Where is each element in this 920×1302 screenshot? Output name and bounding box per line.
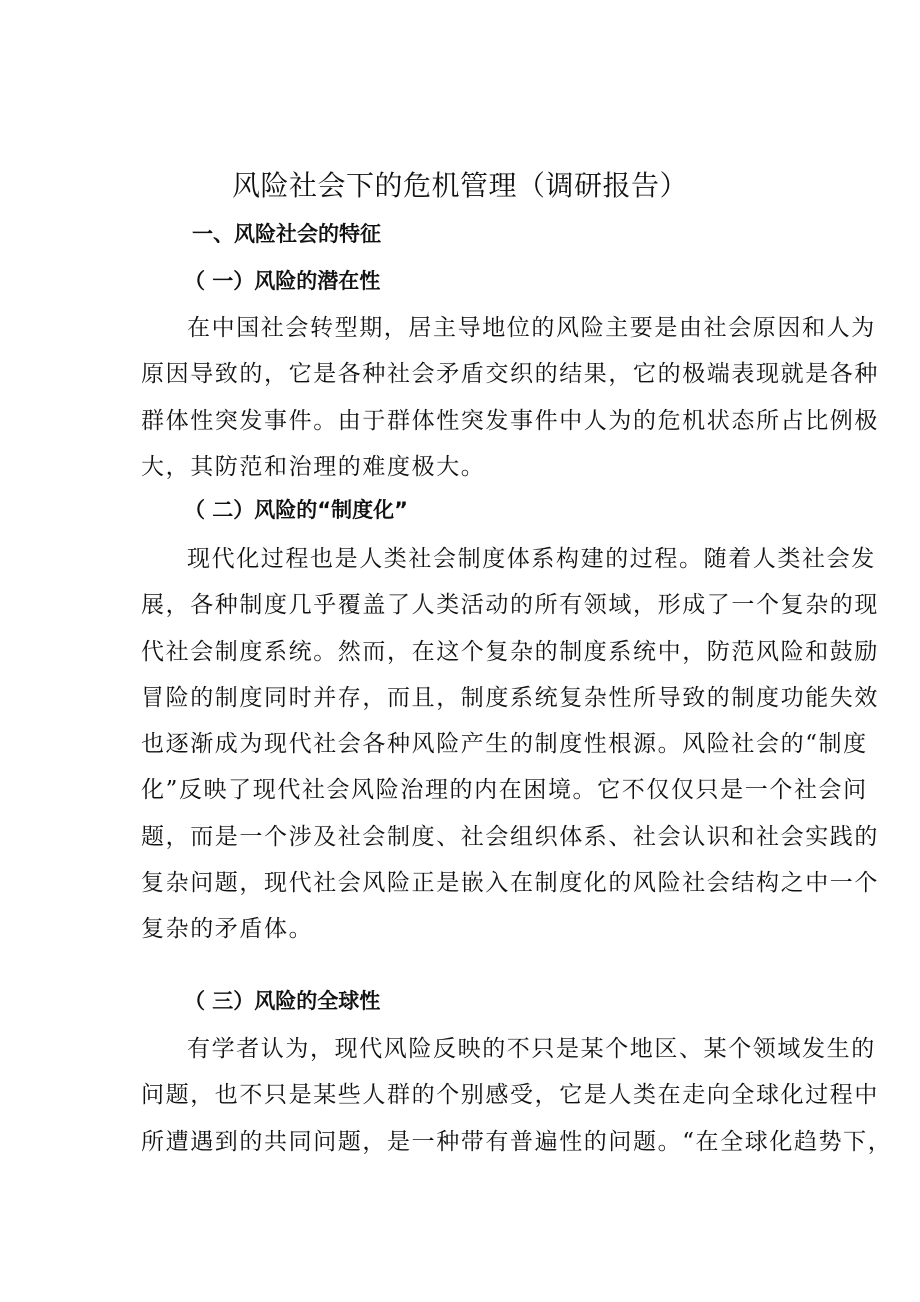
paragraph-line: 群体性突发事件。由于群体性突发事件中人为的危机状态所占比例极 <box>141 407 879 434</box>
paragraph-line: 冒险的制度同时并存，而且，制度系统复杂性所导致的制度功能失效 <box>141 684 879 711</box>
paragraph-line: 原因导致的，它是各种社会矛盾交织的结果，它的极端表现就是各种 <box>141 361 879 388</box>
paragraph-line: 复杂的矛盾体。 <box>141 916 314 943</box>
document-title: 风险社会下的危机管理（调研报告） <box>231 169 688 202</box>
paragraph-line: 代社会制度系统。然而，在这个复杂的制度系统中，防范风险和鼓励 <box>141 638 879 665</box>
paragraph-3 <box>141 1026 893 1165</box>
paragraph-line: 现代化过程也是人类社会制度体系构建的过程。随着人类社会发 <box>187 546 876 572</box>
paragraph-line: 问题，也不只是某些人群的个别感受，它是人类在走向全球化过程中 <box>141 1082 879 1109</box>
paragraph-line: 化”反映了现代社会风险治理的内在困境。它不仅仅只是一个社会问 <box>141 777 868 804</box>
subsection-heading-1: （ 一）风险的潜在性 <box>184 269 381 293</box>
paragraph-line: 在中国社会转型期，居主导地位的风险主要是由社会原因和人为 <box>187 315 876 341</box>
paragraph-2 <box>141 536 879 953</box>
paragraph-line: 有学者认为，现代风险反映的不只是某个地区、某个领域发生的 <box>187 1036 876 1062</box>
subsection-heading-2: （ 二）风险的“制度化” <box>184 498 408 522</box>
paragraph-line: 大，其防范和治理的难度极大。 <box>141 453 486 480</box>
subsection-heading-3: （ 三）风险的全球性 <box>184 989 381 1013</box>
paragraph-line: 所遭遇到的共同问题，是一种带有普遍性的问题。“在全球化趋势下， <box>141 1128 893 1155</box>
paragraph-line: 也逐渐成为现代社会各种风险产生的制度性根源。风险社会的“制度 <box>141 731 868 758</box>
paragraph-line: 展，各种制度几乎覆盖了人类活动的所有领域，形成了一个复杂的现 <box>141 592 879 619</box>
paragraph-1 <box>141 305 879 490</box>
paragraph-line: 题，而是一个涉及社会制度、社会组织体系、社会认识和社会实践的 <box>141 823 879 850</box>
section-heading-1: 一、风险社会的特征 <box>192 222 381 246</box>
paragraph-line: 复杂问题，现代社会风险正是嵌入在制度化的风险社会结构之中一个 <box>141 870 879 897</box>
